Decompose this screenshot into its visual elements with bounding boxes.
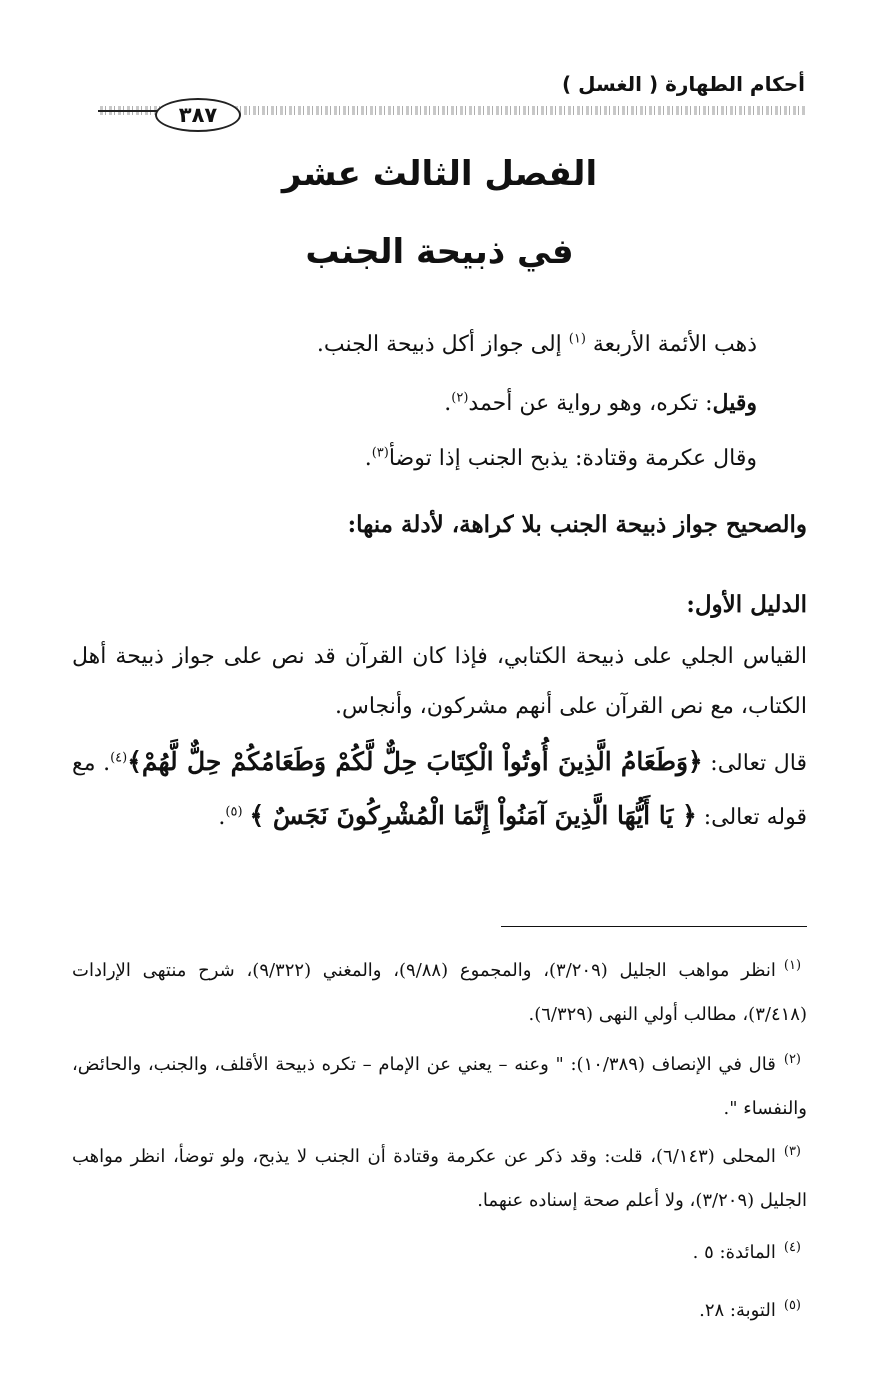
chapter-subtitle: في ذبيحة الجنب [305,232,574,272]
p3-end: . [364,446,372,471]
p2-text: : تكره، وهو رواية عن أحمد [468,391,713,416]
evidence-title: الدليل الأول: [686,591,807,618]
quran-verse-2: ﴿ يَا أَيُّهَا الَّذِينَ آمَنُواْ إِنَّمَا الْمُشْرِكُونَ نَجَسٌ ﴾ [249,801,697,830]
p5-end: . [218,805,226,830]
p1-text: ذهب الأئمة الأربعة [592,332,757,357]
footnote-1 [72,944,807,1037]
footnote-3-text: المحلى (٦/١٤٣)، قلت: وقد ذكر عن عكرمة وقتادة أن الجنب لا يذبح، ولو توضأ، انظر مواهب الجليل (٣/٢٠٩)، ولا أعلم صحة إسناده عنهما. [72,1146,807,1211]
footnote-2-mark: (٢) [783,1052,801,1067]
footnote-5 [72,1284,807,1333]
paragraph-4: القياس الجلي على ذبيحة الكتابي، فإذا كان القرآن قد نص على جواز ذبيحة أهل الكتاب، مع نص القرآن على أنهم مشركون، وأنجاس. [72,644,807,719]
footnote-ref-1: (١) [568,331,586,347]
lead-statement: والصحيح جواز ذبيحة الجنب بلا كراهة، لأدلة منها: [347,511,807,538]
footnote-5-mark: (٥) [783,1298,801,1313]
footnote-ref-2: (٢) [451,390,469,406]
footnote-5-text: التوبة: ٢٨. [699,1300,776,1321]
paragraph-5 [72,736,807,844]
footnote-ref-3: (٣) [371,445,389,461]
p2-end: . [444,391,452,416]
paragraph-2 [72,380,757,427]
p1-rest: إلى جواز أكل ذبيحة الجنب. [316,332,569,357]
footnote-1-mark: (١) [783,958,802,973]
footnote-4 [72,1226,807,1275]
footnote-3 [72,1130,807,1223]
footnote-ref-5: (٥) [225,804,243,820]
footnote-1-text: انظر مواهب الجليل (٣/٢٠٩)، والمجموع (٩/٨٨)، والمغني (٩/٣٢٢)، شرح منتهى الإرادات (٣/٤١٨)، مطالب أولي النهى (٦/٣٢٩). [72,960,807,1025]
footnote-divider [501,926,807,927]
footnote-3-mark: (٣) [783,1144,801,1159]
running-title: أحكام الطهارة ( الغسل ) [562,72,805,96]
chapter-title: الفصل الثالث عشر [281,154,598,194]
footnote-ref-4: (٤) [110,750,128,766]
p5-mid: . مع قوله تعالى: [72,751,807,830]
footnote-2-text: قال في الإنصاف (١٠/٣٨٩): " وعنه – يعني عن الإمام – تكره ذبيحة الأقلف، والجنب، والحائض، والنفساء ". [72,1054,807,1119]
page-number: ٣٨٧ [155,98,241,132]
paragraph-1 [72,322,757,368]
p5-intro: قال تعالى: [702,751,807,776]
paragraph-3 [72,436,757,482]
p3-text: وقال عكرمة وقتادة: يذبح الجنب إذا توضأ [388,446,757,471]
p2-bold: وقيل [712,390,757,416]
footnote-4-mark: (٤) [783,1240,801,1255]
header-line [98,110,158,112]
footnote-2 [72,1038,807,1131]
footnote-4-text: المائدة: ٥ . [692,1242,776,1263]
quran-verse-1: ﴿وَطَعَامُ الَّذِينَ أُوتُواْ الْكِتَابَ حِلٌّ لَّكُمْ وَطَعَامُكُمْ حِلٌّ لَّهُمْ﴾ [127,747,703,776]
